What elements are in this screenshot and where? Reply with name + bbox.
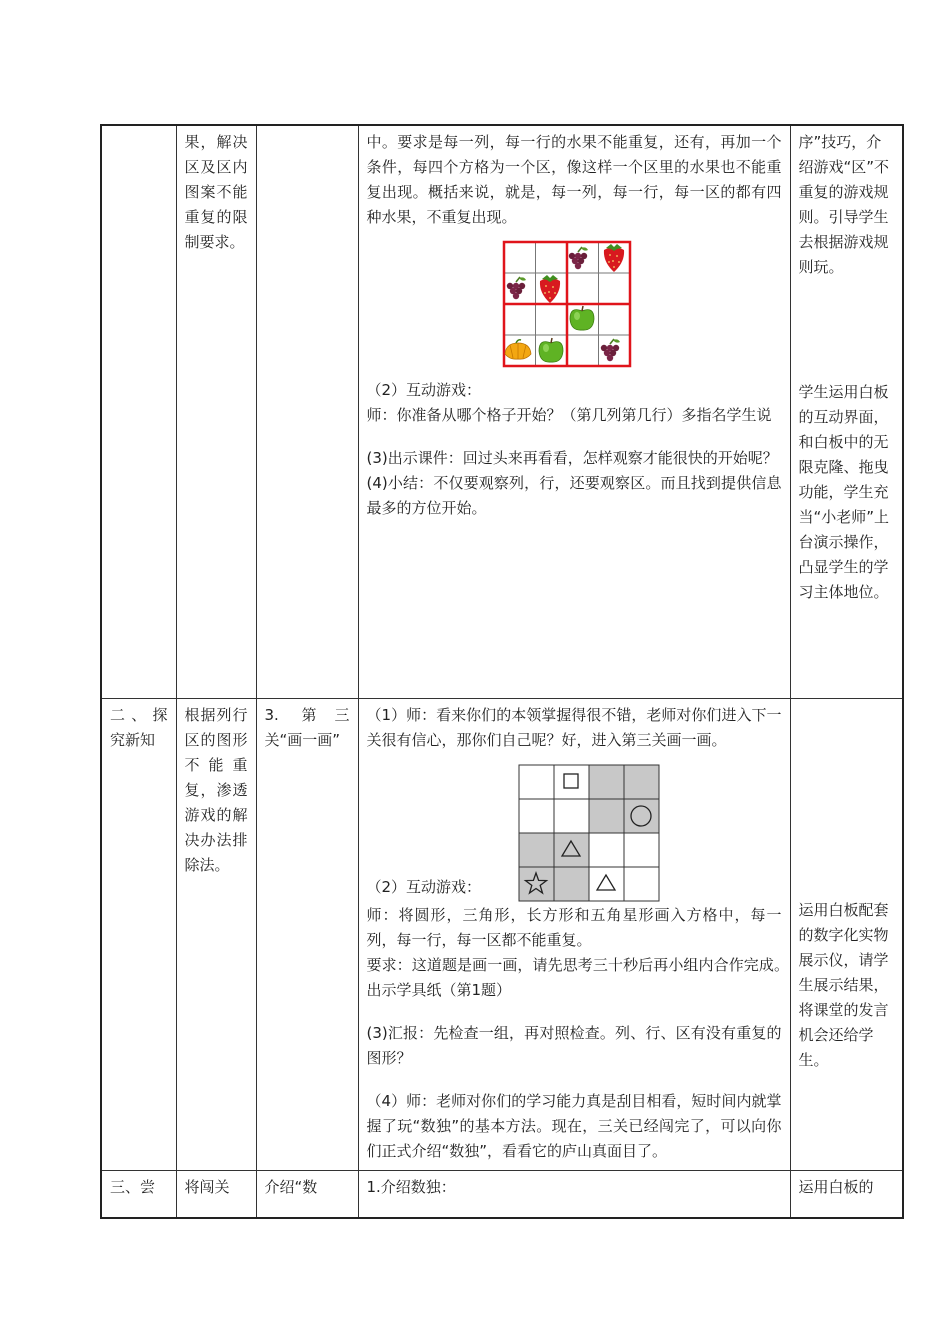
step2-text: 师：你准备从哪个格子开始？（第几列第几行）多指名学生说 bbox=[366, 406, 772, 424]
process-intro: 中。要求是每一列，每一行的水果不能重复，还有，再加一个条件，每四个方格为一个区，像这样一个区里的水果也不能重复出现。概括来说，就是，每一列，每一行，每一区的都有四种水果，不重复出现。 bbox=[366, 133, 782, 226]
goal-text: 根据列行区的图形不能重复，渗透游戏的解决办法排除法。 bbox=[184, 705, 248, 874]
table-row bbox=[101, 698, 903, 1170]
goal-text: 将闯关 bbox=[184, 1177, 230, 1196]
cell-design-intent bbox=[790, 125, 903, 698]
triangle-icon bbox=[597, 875, 615, 890]
goal-text: 果，解决区及区内图案不能重复的限制要求。 bbox=[184, 133, 248, 251]
cell-design-intent bbox=[790, 1170, 903, 1218]
design-intent-text: 运用白板的 bbox=[798, 1177, 874, 1196]
cell-goal bbox=[176, 1170, 256, 1218]
activity-text: 介绍“数 bbox=[264, 1177, 318, 1196]
step4-text: (4)小结：不仅要观察列，行，还要观察区。而且找到提供信息最多的方位开始。 bbox=[366, 474, 782, 517]
step2-title: （2）互动游戏： bbox=[366, 877, 482, 896]
cell-activity bbox=[256, 698, 358, 1170]
lesson-plan-table bbox=[100, 124, 904, 1219]
activity-text: 3. 第三关“画一画” bbox=[264, 705, 350, 749]
cell-activity bbox=[256, 1170, 358, 1218]
design-intent-text: 运用白板配套的数字化实物展示仪，请学生展示结果，将课堂的发言机会还给学生。 bbox=[798, 900, 889, 1069]
process-text: 1.介绍数独： bbox=[366, 1177, 456, 1196]
shape-sudoku-area bbox=[367, 763, 782, 903]
step3-text: (3)汇报：先检查一组，再对照检查。列、行、区有没有重复的图形？ bbox=[366, 1023, 782, 1067]
table-row bbox=[101, 1170, 903, 1218]
cell-design-intent bbox=[790, 698, 903, 1170]
design-intent-a: 序”技巧，介绍游戏“区”不重复的游戏规则。引导学生去根据游戏规则玩。 bbox=[798, 133, 890, 276]
cell-goal bbox=[176, 698, 256, 1170]
step1-text: （1）师：看来你们的本领掌握得很不错，老师对你们进入下一关很有信心，那你们自己呢？好，进入第三关画一画。 bbox=[366, 705, 782, 749]
cell-process bbox=[358, 1170, 790, 1218]
cell-stage bbox=[101, 698, 176, 1170]
cell-process bbox=[358, 698, 797, 1170]
square-icon bbox=[564, 774, 578, 788]
shape-sudoku-grid bbox=[517, 763, 661, 903]
cell-goal bbox=[176, 125, 256, 698]
requirement-text: 要求：这道题是画一画，请先思考三十秒后再小组内合作完成。 出示学具纸（第1题） bbox=[366, 955, 797, 999]
step4-text: （4）师：老师对你们的学习能力真是刮目相看，短时间内就掌握了玩“数独”的基本方法。现在，三关已经闯完了，可以向你们正式介绍“数独”，看看它的庐山真面目了。 bbox=[366, 1091, 782, 1160]
cell-activity bbox=[256, 125, 358, 698]
step2-text: 师：将圆形，三角形，长方形和五角星形画入方格中，每一列，每一行，每一区都不能重复。 bbox=[366, 905, 782, 949]
cell-process bbox=[358, 125, 790, 698]
step2-title: （2）互动游戏： bbox=[366, 381, 482, 399]
stage-text: 二、探究新知 bbox=[110, 705, 168, 749]
cell-stage bbox=[101, 125, 176, 698]
cell-stage bbox=[101, 1170, 176, 1218]
fruit-sudoku-grid bbox=[502, 240, 782, 368]
table-row bbox=[101, 125, 903, 698]
stage-text: 三、尝 bbox=[110, 1177, 156, 1196]
design-intent-b: 学生运用白板的互动界面，和白板中的无限克隆、拖曳功能，学生充当“小老师”上台演示操作，凸显学生的学习主体地位。 bbox=[798, 383, 890, 601]
step3-text: (3)出示课件：回过头来再看看，怎样观察才能很快的开始呢？ bbox=[366, 449, 778, 467]
